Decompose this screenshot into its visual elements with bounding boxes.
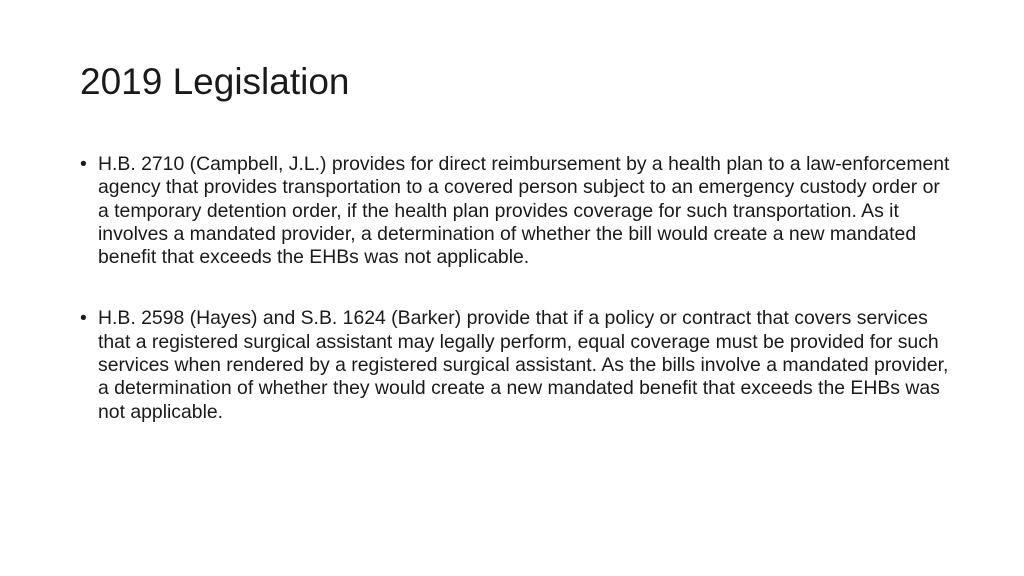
bullet-list (80, 153, 952, 424)
bullet-dot-icon: • (80, 307, 87, 330)
bullet-item-hb2710 (80, 153, 952, 269)
slide-title: 2019 Legislation (80, 61, 350, 102)
bullet-item-hb2598 (80, 307, 952, 423)
bullet-text: H.B. 2710 (Campbell, J.L.) provides for direct reimbursement by a health plan to a law-enforcement agency that provides transportation to a covered person subject to an emergency custody order or a temporary detention order, if the health plan provides coverage for such transportation. As it involves a mandated provider, a determination of whether the bill would create a new mandated benefit that exceeds the EHBs was not applicable. (98, 153, 950, 269)
bullet-dot-icon: • (80, 153, 87, 175)
bullet-text: H.B. 2598 (Hayes) and S.B. 1624 (Barker) provide that if a policy or contract that covers services that a registered surgical assistant may legally perform, equal coverage must be provided for such services when rendered by a registered surgical assistant. As the bills involve a mandated provider, a determination of whether they would create a new mandated benefit that exceeds the EHBs was not applicable. (98, 307, 949, 423)
